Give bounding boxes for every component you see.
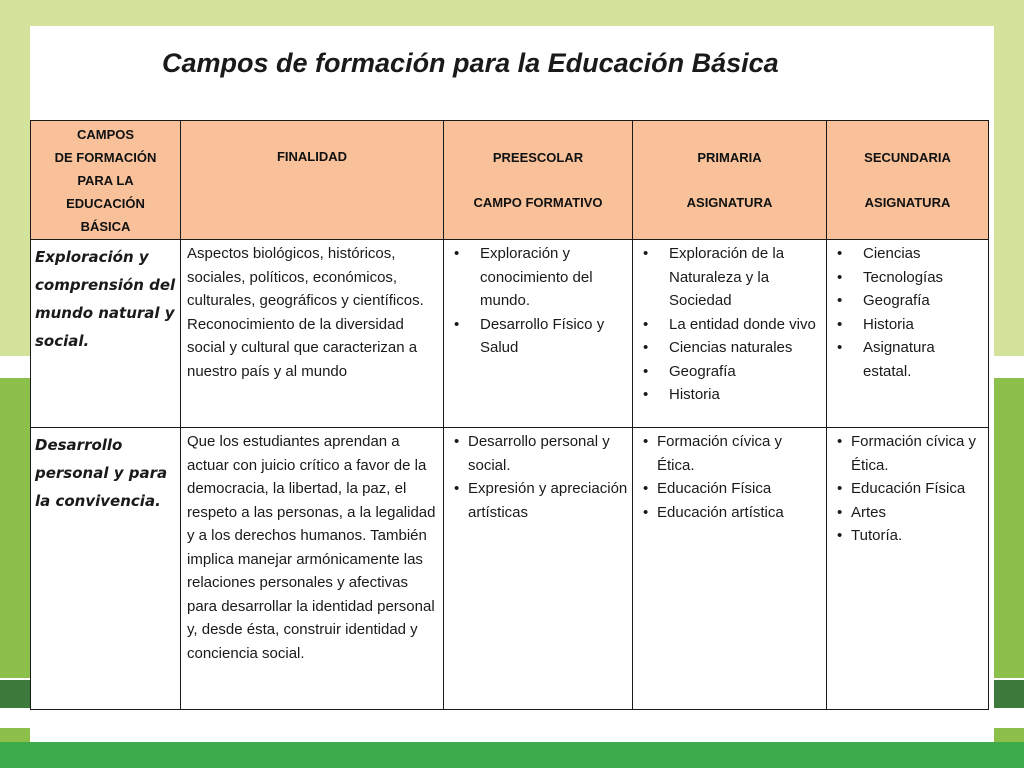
- header-campos: [31, 121, 181, 240]
- list-item: • Exploración y conocimiento del mundo.: [450, 242, 628, 313]
- header-preescolar-sub: CAMPO FORMATIVO: [473, 195, 603, 210]
- header-primaria-level: PRIMARIA: [697, 150, 762, 165]
- header-finalidad-label: FINALIDAD: [276, 149, 348, 164]
- list-item: • Asignatura estatal.: [833, 336, 984, 383]
- header-campos-line: CAMPOS: [76, 126, 135, 142]
- header-secundaria: [827, 121, 989, 240]
- secundaria-cell: [827, 428, 989, 710]
- background-band-right-mid: [994, 378, 1024, 678]
- slide: [30, 26, 994, 742]
- list-item: • Ciencias: [833, 242, 984, 266]
- background-band-top: [0, 0, 1024, 26]
- header-secundaria-sub: ASIGNATURA: [864, 195, 951, 210]
- header-preescolar-level: PREESCOLAR: [492, 150, 584, 165]
- list-item: • Tutoría.: [833, 524, 984, 548]
- table-row: [31, 240, 989, 428]
- list-item: • Geografía: [833, 289, 984, 313]
- header-campos-line: BÁSICA: [80, 218, 131, 234]
- list-item: • Educación artística: [639, 501, 822, 525]
- field-name: Exploración y comprensión del mundo natural y social.: [31, 240, 181, 428]
- table-row: [31, 428, 989, 710]
- finalidad-text: Que los estudiantes aprendan a actuar con juicio crítico a favor de la democracia, la libertad, la paz, el respeto a las personas, a la legalidad y a los derechos humanos. También implica manejar armónicamente las relaciones personales y afectivas para desarrollar la identidad personal y, desde ésta, construir identidad y conciencia social.: [181, 428, 444, 710]
- header-primaria: [633, 121, 827, 240]
- campos-table: [30, 120, 989, 710]
- field-name: Desarrollo personal y para la convivencia.: [31, 428, 181, 710]
- page-title: Campos de formación para la Educación Básica: [162, 48, 779, 78]
- background-band-right-dark: [994, 680, 1024, 708]
- header-primaria-sub: ASIGNATURA: [686, 195, 773, 210]
- header-finalidad: [181, 121, 444, 240]
- header-campos-line: DE FORMACIÓN: [54, 149, 157, 165]
- list-item: • Formación cívica y Ética.: [639, 430, 822, 477]
- table-header-row: [31, 121, 989, 240]
- list-item: • Educación Física: [833, 477, 984, 501]
- primaria-cell: [633, 428, 827, 710]
- list-item: • Artes: [833, 501, 984, 525]
- list-item: • Geografía: [639, 360, 822, 384]
- finalidad-text: Aspectos biológicos, históricos, sociales, políticos, económicos, culturales, geográficos y científicos. Reconocimiento de la diversidad social y cultural que caracterizan a nuestro país y al mundo: [181, 240, 444, 428]
- preescolar-cell: [444, 240, 633, 428]
- header-campos-line: PARA LA: [77, 172, 134, 188]
- list-item: • Ciencias naturales: [639, 336, 822, 360]
- list-item: • Historia: [833, 313, 984, 337]
- secundaria-cell: [827, 240, 989, 428]
- list-item: • La entidad donde vivo: [639, 313, 822, 337]
- list-item: • Historia: [639, 383, 822, 407]
- list-item: • Tecnologías: [833, 266, 984, 290]
- list-item: • Exploración de la Naturaleza y la Sociedad: [639, 242, 822, 313]
- header-preescolar: [444, 121, 633, 240]
- background-band-bottom: [0, 742, 1024, 768]
- background-band-right: [994, 26, 1024, 356]
- list-item: • Expresión y apreciación artísticas: [450, 477, 628, 524]
- list-item: • Formación cívica y Ética.: [833, 430, 984, 477]
- header-secundaria-level: SECUNDARIA: [864, 150, 951, 165]
- list-item: • Desarrollo Físico y Salud: [450, 313, 628, 360]
- primaria-cell: [633, 240, 827, 428]
- background-band-left-mid: [0, 378, 30, 678]
- preescolar-cell: [444, 428, 633, 710]
- background-band-left-dark: [0, 680, 30, 708]
- header-campos-line: EDUCACIÓN: [66, 195, 145, 211]
- list-item: • Desarrollo personal y social.: [450, 430, 628, 477]
- background-band-left: [0, 26, 30, 356]
- list-item: • Educación Física: [639, 477, 822, 501]
